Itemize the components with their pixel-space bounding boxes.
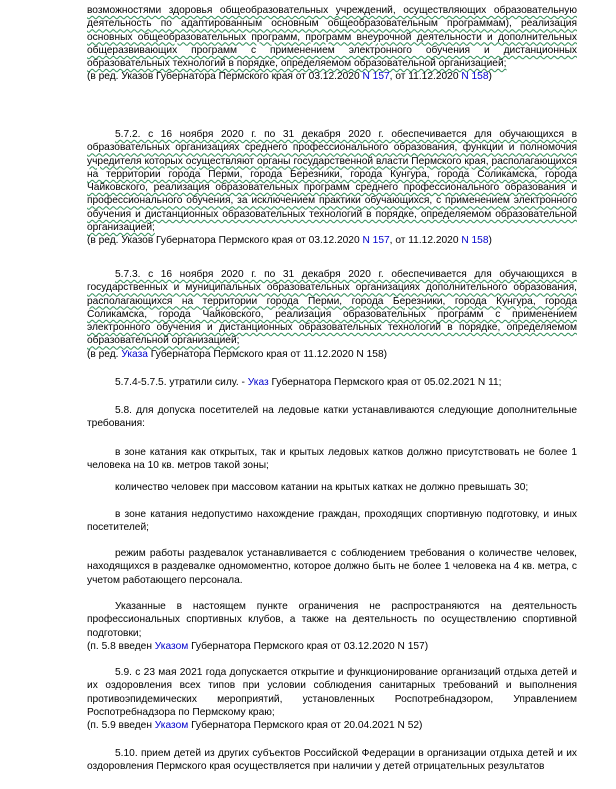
link-n157[interactable]: N 157: [362, 71, 390, 83]
paragraph-text: 5.9. с 23 мая 2021 года допускается открытие и функционирование организаций отдыха детей и их оздоровления всех типов при условии соблюдения санитарных требований и выполнения противоэпидемических мероприятий, установленных Роспотребнадзором, Управлением Роспотребнадзора по Пермскому краю;: [87, 667, 577, 718]
paragraph-text: 5.7.4-5.7.5. утратили силу. -: [115, 377, 248, 388]
paragraph-text: в зоне катания как открытых, так и крытых ледовых катков должно присутствовать не более 1 человека на 10 кв. метров такой зоны;: [87, 447, 577, 472]
paragraph-5-10: [87, 747, 577, 774]
paragraph-text: в зоне катания недопустимо нахождение граждан, проходящих спортивную подготовку, и иных посетителей;: [87, 509, 577, 534]
edition-note: (в ред. Указа Губернатора Пермского края от 11.12.2020 N 158): [87, 348, 388, 360]
paragraph-5-9: [87, 666, 577, 732]
edition-note: (в ред. Указов Губернатора Пермского края от 03.12.2020 N 157, от 11.12.2020 N 158): [87, 71, 492, 83]
paragraph-5-8: [87, 404, 577, 431]
paragraph-5-8-lockers: [87, 547, 577, 587]
link-n158[interactable]: N 158: [461, 71, 489, 83]
paragraph-text: Указанные в настоящем пункте ограничения не распространяются на деятельность профессиональных спортивных клубов, а также на деятельность по осуществлению спортивной подготовки;: [87, 601, 577, 639]
paragraph-5-8-forbidden: [87, 508, 577, 535]
link-ukaz[interactable]: Указ: [247, 377, 269, 388]
paragraph-5-7-4: 5.7.4-5.7.5. утратили силу. - Указ Губернатора Пермского края от 05.02.2021 N 11;: [115, 377, 502, 388]
paragraph-text: количество человек при массовом катании на крытых катках не должно превышать 30;: [115, 482, 529, 493]
edition-note: (п. 5.8 введен Указом Губернатора Пермского края от 03.12.2020 N 157): [87, 640, 429, 652]
paragraph-text: 5.7.2. с 16 ноября 2020 г. по 31 декабря 2020 г. обеспечивается для обучающихся в образовательных организациях среднего профессионального образования, функции и полномочия учредителя которых осуществляют органы государственной власти Пермского края, располагающихся на территории города Перми, города Березники, города Кунгура, города Соликамска, города Чайковского, реализация образовательных программ среднего профессионального образования и профессионального обучения, за исключением практики обучающихся, с применением электронного обучения и дистанционных образовательных технологий в порядке, определяемом образовательной организацией;: [87, 129, 577, 234]
edition-note: (п. 5.9 введен Указом Губернатора Пермского края от 20.04.2021 N 52): [87, 720, 423, 732]
paragraph-5-7-2: [87, 128, 577, 248]
paragraph-text: возможностями здоровья общеобразовательных учреждений, осуществляющих образовательную деятельность по адаптированным основным общеобразовательным программам), реализация основных общеобразовательных программ, программ внеурочной деятельности и дополнительных общеразвивающих программ с применением электронного обучения и дистанционных образовательных технологий в порядке, определяемом образовательной организацией;: [87, 5, 577, 70]
link-ukaz[interactable]: Указа: [121, 348, 148, 360]
paragraph-5-7-1-tail: [87, 4, 577, 84]
paragraph-5-7-3: [87, 268, 577, 361]
paragraph-text: 5.8. для допуска посетителей на ледовые катки устанавливаются следующие дополнительные требования:: [87, 405, 577, 430]
paragraph-text: 5.10. прием детей из других субъектов Российской Федерации в организации отдыха детей и их оздоровления Пермского края осуществляется при наличии у детей отрицательных результатов: [87, 748, 577, 773]
paragraph-5-8-count: [87, 481, 577, 494]
link-n157[interactable]: N 157: [362, 235, 390, 247]
link-n158[interactable]: N 158: [461, 235, 489, 247]
paragraph-5-8-zone: [87, 446, 577, 473]
link-ukazom[interactable]: Указом: [154, 640, 189, 652]
paragraph-text: 5.7.3. с 16 ноября 2020 г. по 31 декабря 2020 г. обеспечивается для обучающихся в государственных и муниципальных образовательных организациях дополнительного образования, располагающихся на территории города Перми, города Березники, города Кунгура, города Соликамска, города Чайковского, реализация образовательных программ с применением электронного обучения и дистанционных образовательных технологий в порядке, определяемом образовательной организацией;: [87, 269, 577, 347]
link-ukazom[interactable]: Указом: [154, 720, 189, 732]
paragraph-5-8-exceptions: [87, 600, 577, 653]
paragraph-text: режим работы раздевалок устанавливается с соблюдением требования о количестве человек, находящихся в раздевалке одномоментно, которое должно быть не более 1 человека на 4 кв. метра, с учетом работающего персонала.: [87, 548, 577, 586]
edition-note: (в ред. Указов Губернатора Пермского края от 03.12.2020 N 157, от 11.12.2020 N 158): [87, 235, 492, 247]
